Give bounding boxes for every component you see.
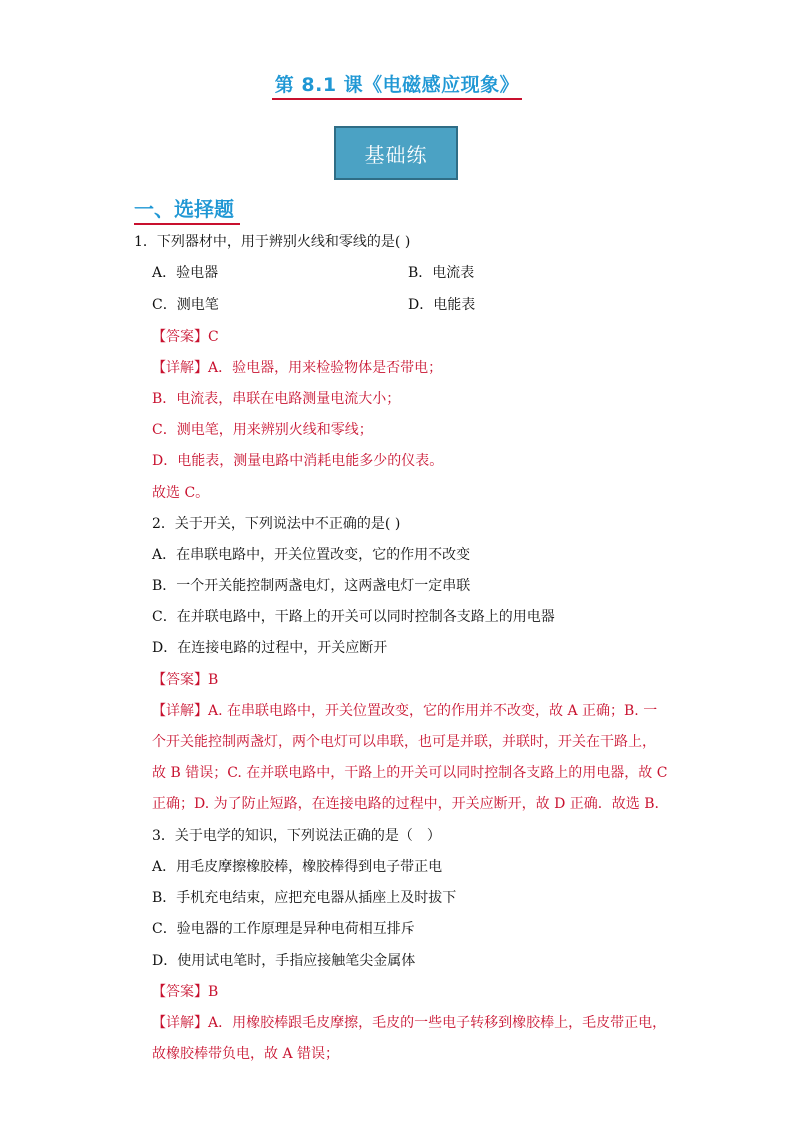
q3-option-d: D．使用试电笔时，手指应接触笔尖金属体 [152,953,416,969]
q2-detail-1-text: A. 在串联电路中，开关位置改变，它的作用并不改变，故 A 正确；B. 一 [208,703,658,719]
q1-option-b: B．电流表 [408,265,475,281]
q1-stem: 1．下列器材中，用于辨别火线和零线的是( ) [134,234,411,250]
q3-option-a: A．用毛皮摩擦橡胶棒，橡胶棒得到电子带正电 [152,859,443,875]
q2-answer [152,671,218,689]
q1-detail-tag: 【详解】 [152,360,208,376]
q3-detail-1-text: A．用橡胶棒跟毛皮摩擦，毛皮的一些电子转移到橡胶棒上，毛皮带正电， [208,1015,667,1031]
q3-stem: 3．关于电学的知识，下列说法正确的是（ ） [152,828,441,844]
q3-answer [152,983,218,1001]
q1-detail-1 [152,359,442,377]
q1-answer-value: C [208,329,219,345]
q2-detail-4: 正确；D. 为了防止短路，在连接电路的过程中，开关应断开，故 D 正确．故选 B. [152,796,659,812]
q2-option-c: C．在并联电路中，干路上的开关可以同时控制各支路上的用电器 [152,609,555,625]
q1-answer-tag: 【答案】 [152,329,208,345]
q1-detail-1-text: A．验电器，用来检验物体是否带电； [208,360,443,376]
page-title-text: 第 8.1 课《电磁感应现象》 [272,70,522,100]
q3-option-b: B．手机充电结束，应把充电器从插座上及时拔下 [152,890,457,906]
q1-conclusion: 故选 C。 [152,485,210,501]
q3-answer-tag: 【答案】 [152,984,208,1000]
q2-detail-3: 故 B 错误；C. 在并联电路中，干路上的开关可以同时控制各支路上的用电器，故 C [152,765,668,781]
q3-answer-value: B [208,984,219,1000]
q2-option-d: D．在连接电路的过程中，开关应断开 [152,640,388,656]
q2-detail-1 [152,702,657,720]
q1-detail-3: C．测电笔，用来辨别火线和零线； [152,422,373,438]
q2-option-b: B．一个开关能控制两盏电灯，这两盏电灯一定串联 [152,578,471,594]
q2-detail-2: 个开关能控制两盏灯，两个电灯可以串联，也可是并联，并联时，开关在干路上， [152,734,656,750]
q2-option-a: A．在串联电路中，开关位置改变，它的作用不改变 [152,547,471,563]
q3-option-c: C．验电器的工作原理是异种电荷相互排斥 [152,921,415,937]
q1-detail-2: B．电流表，串联在电路测量电流大小； [152,391,401,407]
q3-detail-2: 故橡胶棒带负电，故 A 错误； [152,1046,340,1062]
q1-detail-4: D．电能表，测量电路中消耗电能多少的仪表。 [152,453,444,469]
q1-option-c: C．测电笔 [152,297,219,313]
q1-option-a: A．验电器 [152,265,219,281]
q1-option-d: D．电能表 [408,297,476,313]
page-title [0,70,794,100]
q3-detail-1 [152,1014,666,1032]
section-heading: 一、选择题 [134,193,234,222]
q2-answer-tag: 【答案】 [152,672,208,688]
q2-stem: 2．关于开关，下列说法中不正确的是( ) [152,516,401,532]
q1-answer [152,328,219,346]
q2-answer-value: B [208,672,219,688]
level-badge: 基础练 [334,126,458,180]
q2-detail-tag: 【详解】 [152,703,208,719]
q3-detail-tag: 【详解】 [152,1015,208,1031]
